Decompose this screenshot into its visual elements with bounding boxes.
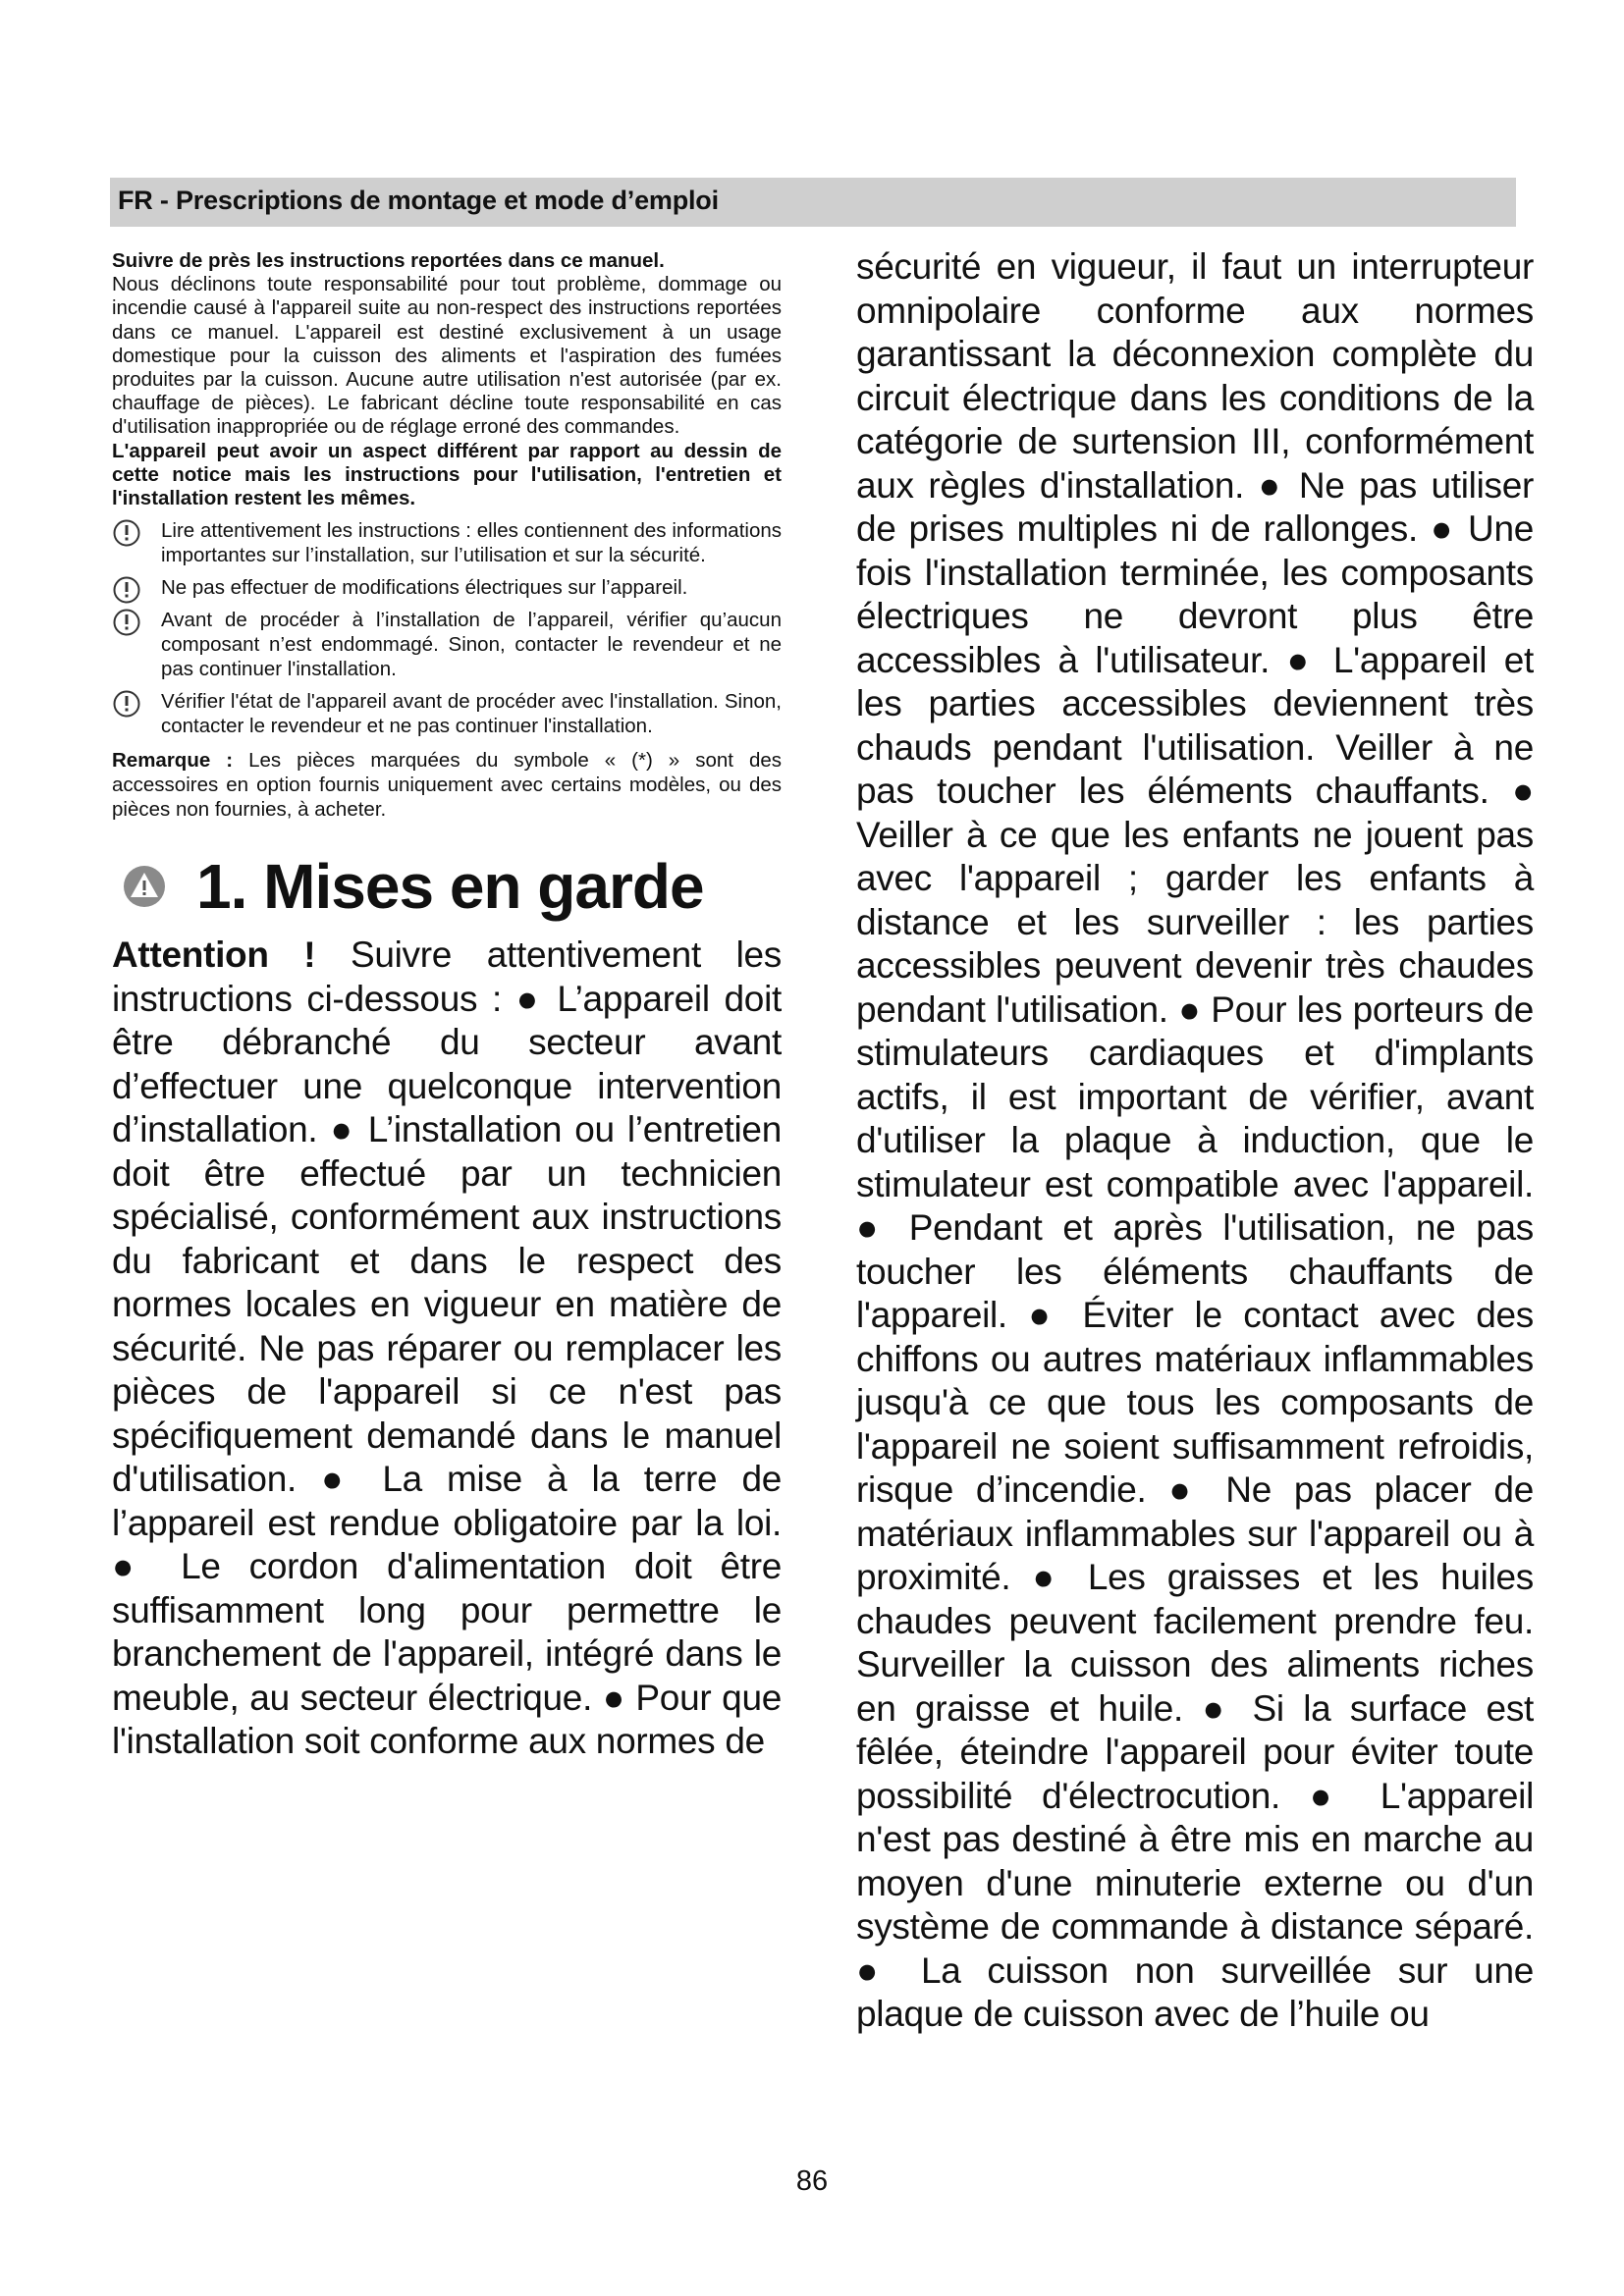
exclamation-circle-icon (112, 608, 141, 637)
note-item (112, 518, 782, 567)
exclamation-circle-icon (112, 689, 141, 719)
exclamation-circle-icon (112, 518, 141, 548)
remark-text: Les pièces marquées du symbole « (*) » sont des accessoires en option fournis uniquement avec certains modèles, ou des pièces non fournies, à acheter. (112, 749, 782, 822)
warnings-left-body: Suivre attentivement les instructions ci-dessous : ● L’appareil doit être débranché du secteur avant d’effectuer une quelconque intervention d’installation. ● L’installation ou l’entretien doit être effectué par un technicien spécialisé, conformément aux instructions du fabricant et dans le respect des normes locales en vigueur en matière de sécurité. Ne pas réparer ou remplacer les pièces de l'appareil si ce n'est pas spécifiquement demandé dans le manuel d'utilisation. ● La mise à la terre de l’appareil est rendue obligatoire par la loi. ● Le cordon d'alimentation doit être suffisamment long pour permettre le branchement de l'appareil, intégré dans le meuble, au secteur électrique. ● Pour que l'installation soit conforme aux normes de (112, 934, 782, 1762)
document-header-title: FR - Prescriptions de montage et mode d’emploi (118, 186, 719, 215)
left-column (112, 249, 782, 1764)
note-text: Lire attentivement les instructions : elles contiennent des informations importantes sur l’installation, sur l’utilisation et sur la sécurité. (161, 519, 782, 567)
warnings-right-text: sécurité en vigueur, il faut un interrupteur omnipolaire conforme aux normes garantissant la déconnexion complète du circuit électrique dans les conditions de la catégorie de surtension III, conformément aux règles d'installation. ● Ne pas utiliser de prises multiples ni de rallonges. ● Une fois l'installation terminée, les composants électriques ne devront plus être accessibles à l'utilisateur. ● L'appareil et les parties accessibles deviennent très chauds pendant l'utilisation. Veiller à ne pas toucher les éléments chauffants. ● Veiller à ce que les enfants ne jouent pas avec l'appareil ; garder les enfants à distance et les surveiller : les parties accessibles peuvent devenir très chaudes pendant l'utilisation. ● Pour les porteurs de stimulateurs cardiaques et d'implants actifs, il est important de vérifier, avant d'utiliser la plaque à induction, que le stimulateur est compatible avec l'appareil. ● Pendant et après l'utilisation, ne pas toucher les éléments chauffants de l'appareil. ● Éviter le contact avec des chiffons ou autres matériaux inflammables jusqu'à ce que tous les composants de l'appareil ne soient suffisamment refroidis, risque d’incendie. ● Ne pas placer de matériaux inflammables sur l'appareil ou à proximité. ● Les graisses et les huiles chaudes peuvent facilement prendre feu. Surveiller la cuisson des aliments riches en graisse et huile. ● Si la surface est fêlée, éteindre l'appareil pour éviter toute possibilité d'électrocution. ● L'appareil n'est pas destiné à être mis en marche au moyen d'une minuterie externe ou d'un système de commande à distance séparé. ● La cuisson non surveillée sur une plaque de cuisson avec de l’huile ou (856, 246, 1534, 2034)
remark-label: Remarque : (112, 749, 234, 773)
note-item (112, 575, 782, 600)
right-column (856, 245, 1534, 2037)
remark (112, 748, 782, 822)
section-title: 1. Mises en garde (196, 851, 704, 923)
note-item (112, 689, 782, 738)
note-item (112, 608, 782, 681)
intro-heading: Suivre de près les instructions reportées dans ce manuel. (112, 249, 665, 272)
note-text: Vérifier l'état de l'appareil avant de procéder avec l'installation. Sinon, contacter le revendeur et ne pas continuer l'installation. (161, 690, 782, 738)
aspect-note: L'appareil peut avoir un aspect différent par rapport au dessin de cette notice mais les instructions pour l'utilisation, l'entretien et l'installation restent les mêmes. (112, 439, 782, 510)
section-heading (112, 847, 782, 926)
intro-body: Nous déclinons toute responsabilité pour tout problème, dommage ou incendie causé à l'appareil suite au non-respect des instructions reportées dans ce manuel. L'appareil est destiné exclusivement à un usage domestique pour la cuisson des aliments et l'aspiration des fumées produites par la cuisson. Aucune autre utilisation n'est autorisée (par ex. chauffage de pièces). Le fabricant décline toute responsabilité en cas d'utilisation inappropriée ou de réglage erroné des commandes. (112, 273, 782, 439)
attention-label: Attention ! (112, 934, 316, 976)
exclamation-circle-icon (112, 575, 141, 605)
document-header (110, 178, 1516, 227)
warnings-left-text (112, 934, 782, 1764)
note-text: Ne pas effectuer de modifications électriques sur l’appareil. (161, 576, 688, 600)
warning-triangle-icon (122, 864, 167, 909)
page-number: 86 (795, 2165, 829, 2197)
note-text: Avant de procéder à l’installation de l’appareil, vérifier qu’aucun composant n’est endommagé. Sinon, contacter le revendeur et ne pas continuer l'installation. (161, 609, 782, 681)
